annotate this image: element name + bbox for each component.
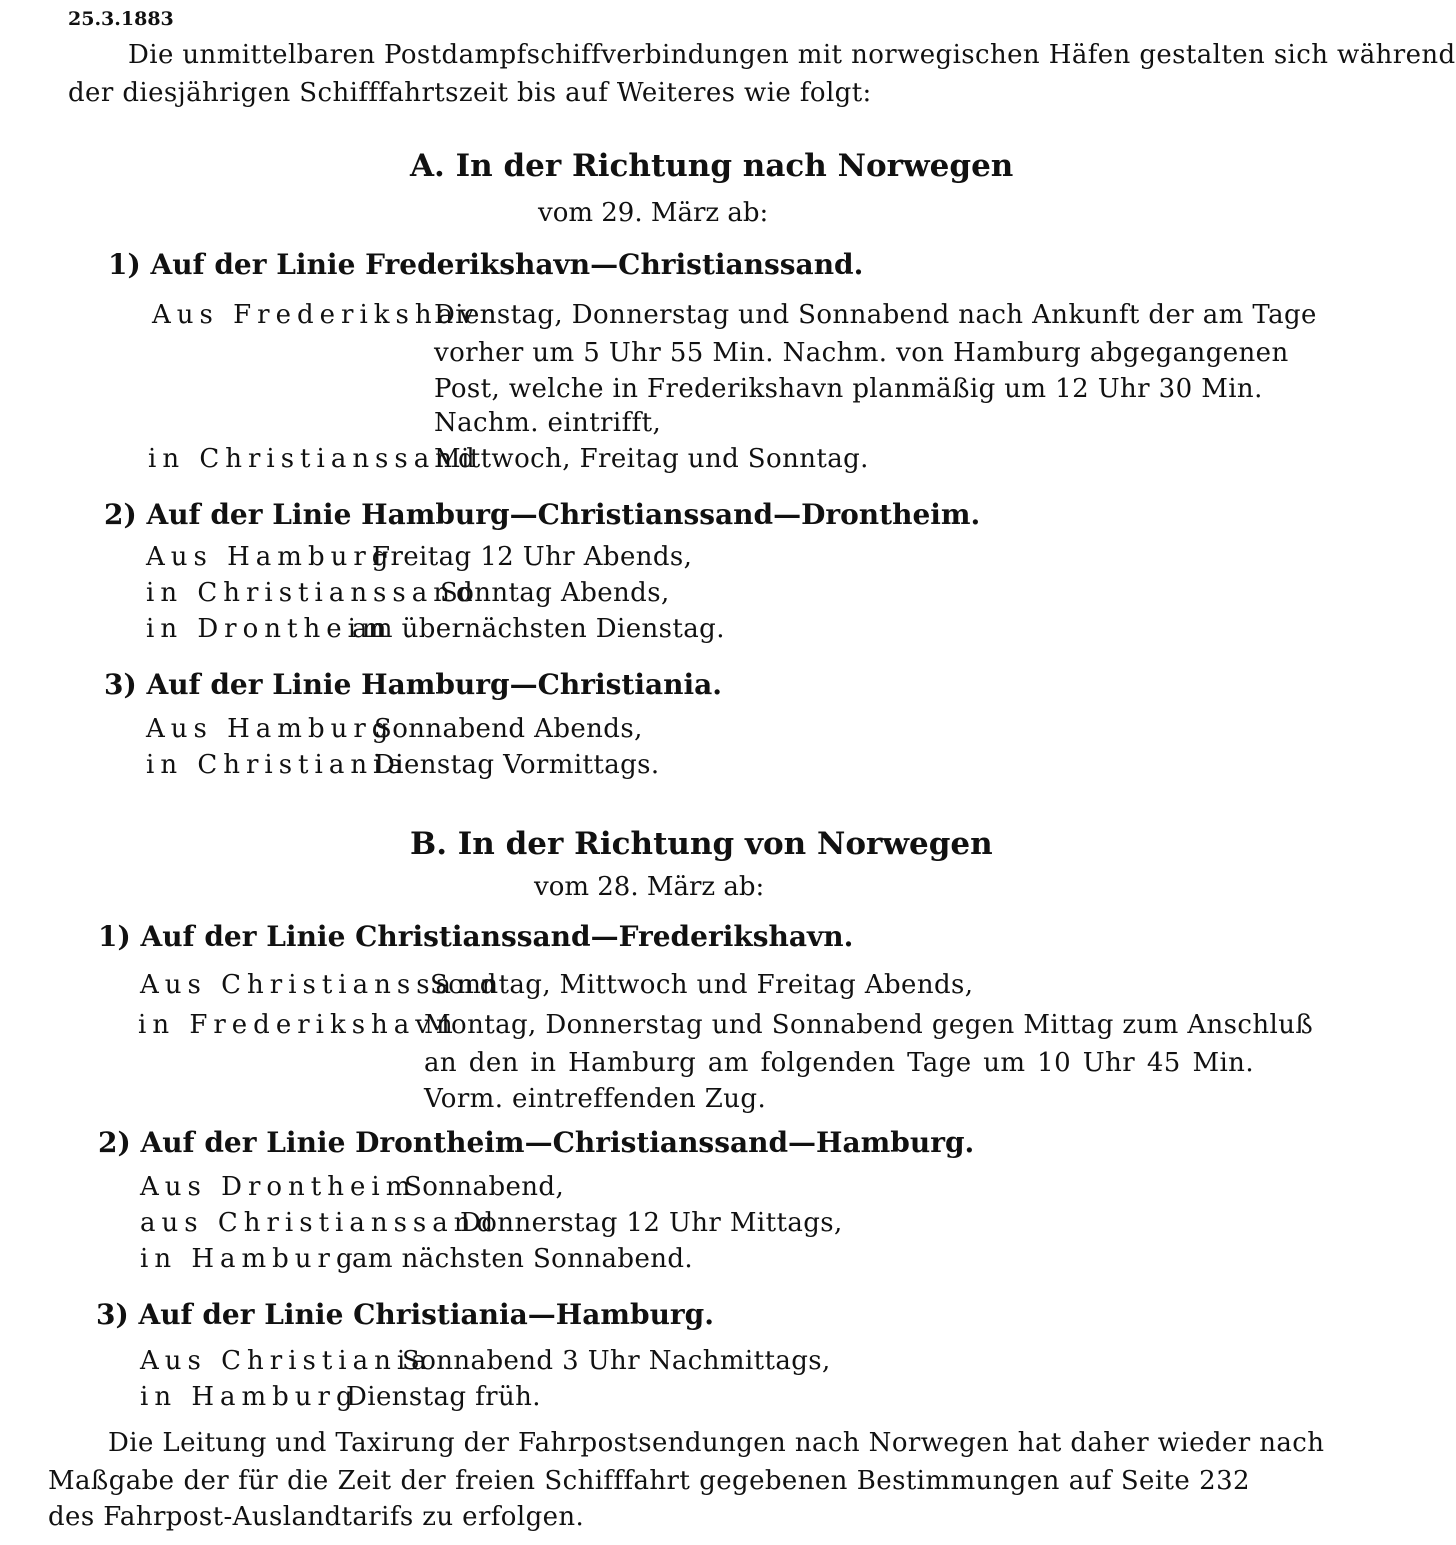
route-b3-line-1-text: Sonnabend 3 Uhr Nachmittags, <box>402 1346 831 1376</box>
route-a1-in-text: Mittwoch, Freitag und Sonntag. <box>434 444 869 474</box>
route-a2-line-2-place: in Christianssand <box>146 578 479 608</box>
document-date: 25.3.1883 <box>68 8 174 30</box>
route-a1-aus-line-2: vorher um 5 Uhr 55 Min. Nachm. von Hamburg abgegangenen <box>434 338 1289 368</box>
route-a2-line-1-place: Aus Hamburg <box>146 542 395 572</box>
route-b2-line-2-text: Donnerstag 12 Uhr Mittags, <box>460 1208 843 1238</box>
route-b3-line-2-place: in Hamburg <box>140 1382 359 1412</box>
route-b1-in-place: in Frederikshavn <box>138 1010 459 1040</box>
route-b1-title: 1) Auf der Linie Christianssand—Frederikshavn. <box>98 920 854 953</box>
route-b3-title: 3) Auf der Linie Christiania—Hamburg. <box>96 1298 715 1331</box>
route-a3-line-1-place: Aus Hamburg <box>146 714 395 744</box>
route-a3-title: 3) Auf der Linie Hamburg—Christiania. <box>104 668 723 701</box>
route-a3-line-2-text: Dienstag Vormittags. <box>374 750 660 780</box>
route-a1-aus-line-3: Post, welche in Frederikshavn planmäßig um 12 Uhr 30 Min. <box>434 374 1263 404</box>
route-a1-title: 1) Auf der Linie Frederikshavn—Christianssand. <box>108 248 864 281</box>
route-b1-in-line-2: an den in Hamburg am folgenden Tage um 10 Uhr 45 Min. <box>424 1048 1254 1078</box>
route-b2-line-1-text: Sonnabend, <box>404 1172 565 1202</box>
intro-line-1: Die unmittelbaren Postdampfschiffverbindungen mit norwegischen Häfen gestalten sich während <box>128 40 1456 70</box>
closing-line-2: Maßgabe der für die Zeit der freien Schifffahrt gegebenen Bestimmungen auf Seite 232 <box>48 1466 1250 1496</box>
route-a2-line-1-text: Freitag 12 Uhr Abends, <box>372 542 693 572</box>
closing-line-1: Die Leitung und Taxirung der Fahrpostsendungen nach Norwegen hat daher wieder nach <box>108 1428 1325 1458</box>
route-b2-title: 2) Auf der Linie Drontheim—Christianssand—Hamburg. <box>98 1126 975 1159</box>
route-b1-in-line-3: Vorm. eintreffenden Zug. <box>424 1084 767 1114</box>
route-a1-in-place: in Christianssand <box>148 444 481 474</box>
route-a1-aus-line-1: Dienstag, Donnerstag und Sonnabend nach Ankunft der am Tage <box>434 300 1317 330</box>
route-b2-line-1-place: Aus Drontheim <box>140 1172 417 1202</box>
route-b1-in-line-1: Montag, Donnerstag und Sonnabend gegen Mittag zum Anschluß <box>424 1010 1314 1040</box>
route-a2-line-2-text: Sonntag Abends, <box>440 578 670 608</box>
route-a2-title: 2) Auf der Linie Hamburg—Christianssand—Drontheim. <box>104 498 981 531</box>
route-b2-line-3-text: am nächsten Sonnabend. <box>352 1244 694 1274</box>
section-b-heading: B. In der Richtung von Norwegen <box>410 826 993 862</box>
route-a1-aus-line-4: Nachm. eintrifft, <box>434 408 662 438</box>
route-a2-line-3-place: in Drontheim <box>146 614 393 644</box>
route-a3-line-2-place: in Christiania <box>146 750 409 780</box>
section-b-date: vom 28. März ab: <box>534 872 765 902</box>
route-a1-aus-place: Aus Frederikshavn <box>152 300 503 330</box>
route-a3-line-1-text: Sonnabend Abends, <box>374 714 643 744</box>
section-a-date: vom 29. März ab: <box>538 198 769 228</box>
route-b2-line-2-place: aus Christianssand <box>140 1208 500 1238</box>
section-a-heading: A. In der Richtung nach Norwegen <box>410 148 1014 184</box>
closing-line-3: des Fahrpost-Auslandtarifs zu erfolgen. <box>48 1502 585 1532</box>
route-b3-line-1-place: Aus Christiania <box>140 1346 433 1376</box>
route-a2-line-3-text: am übernächsten Dienstag. <box>352 614 725 644</box>
intro-line-2: der diesjährigen Schifffahrtszeit bis auf Weiteres wie folgt: <box>68 78 872 108</box>
route-b1-aus-text: Sonntag, Mittwoch und Freitag Abends, <box>430 970 974 1000</box>
route-b1-aus-place: Aus Christianssand <box>140 970 503 1000</box>
route-b2-line-3-place: in Hamburg <box>140 1244 359 1274</box>
route-b3-line-2-text: Dienstag früh. <box>346 1382 541 1412</box>
